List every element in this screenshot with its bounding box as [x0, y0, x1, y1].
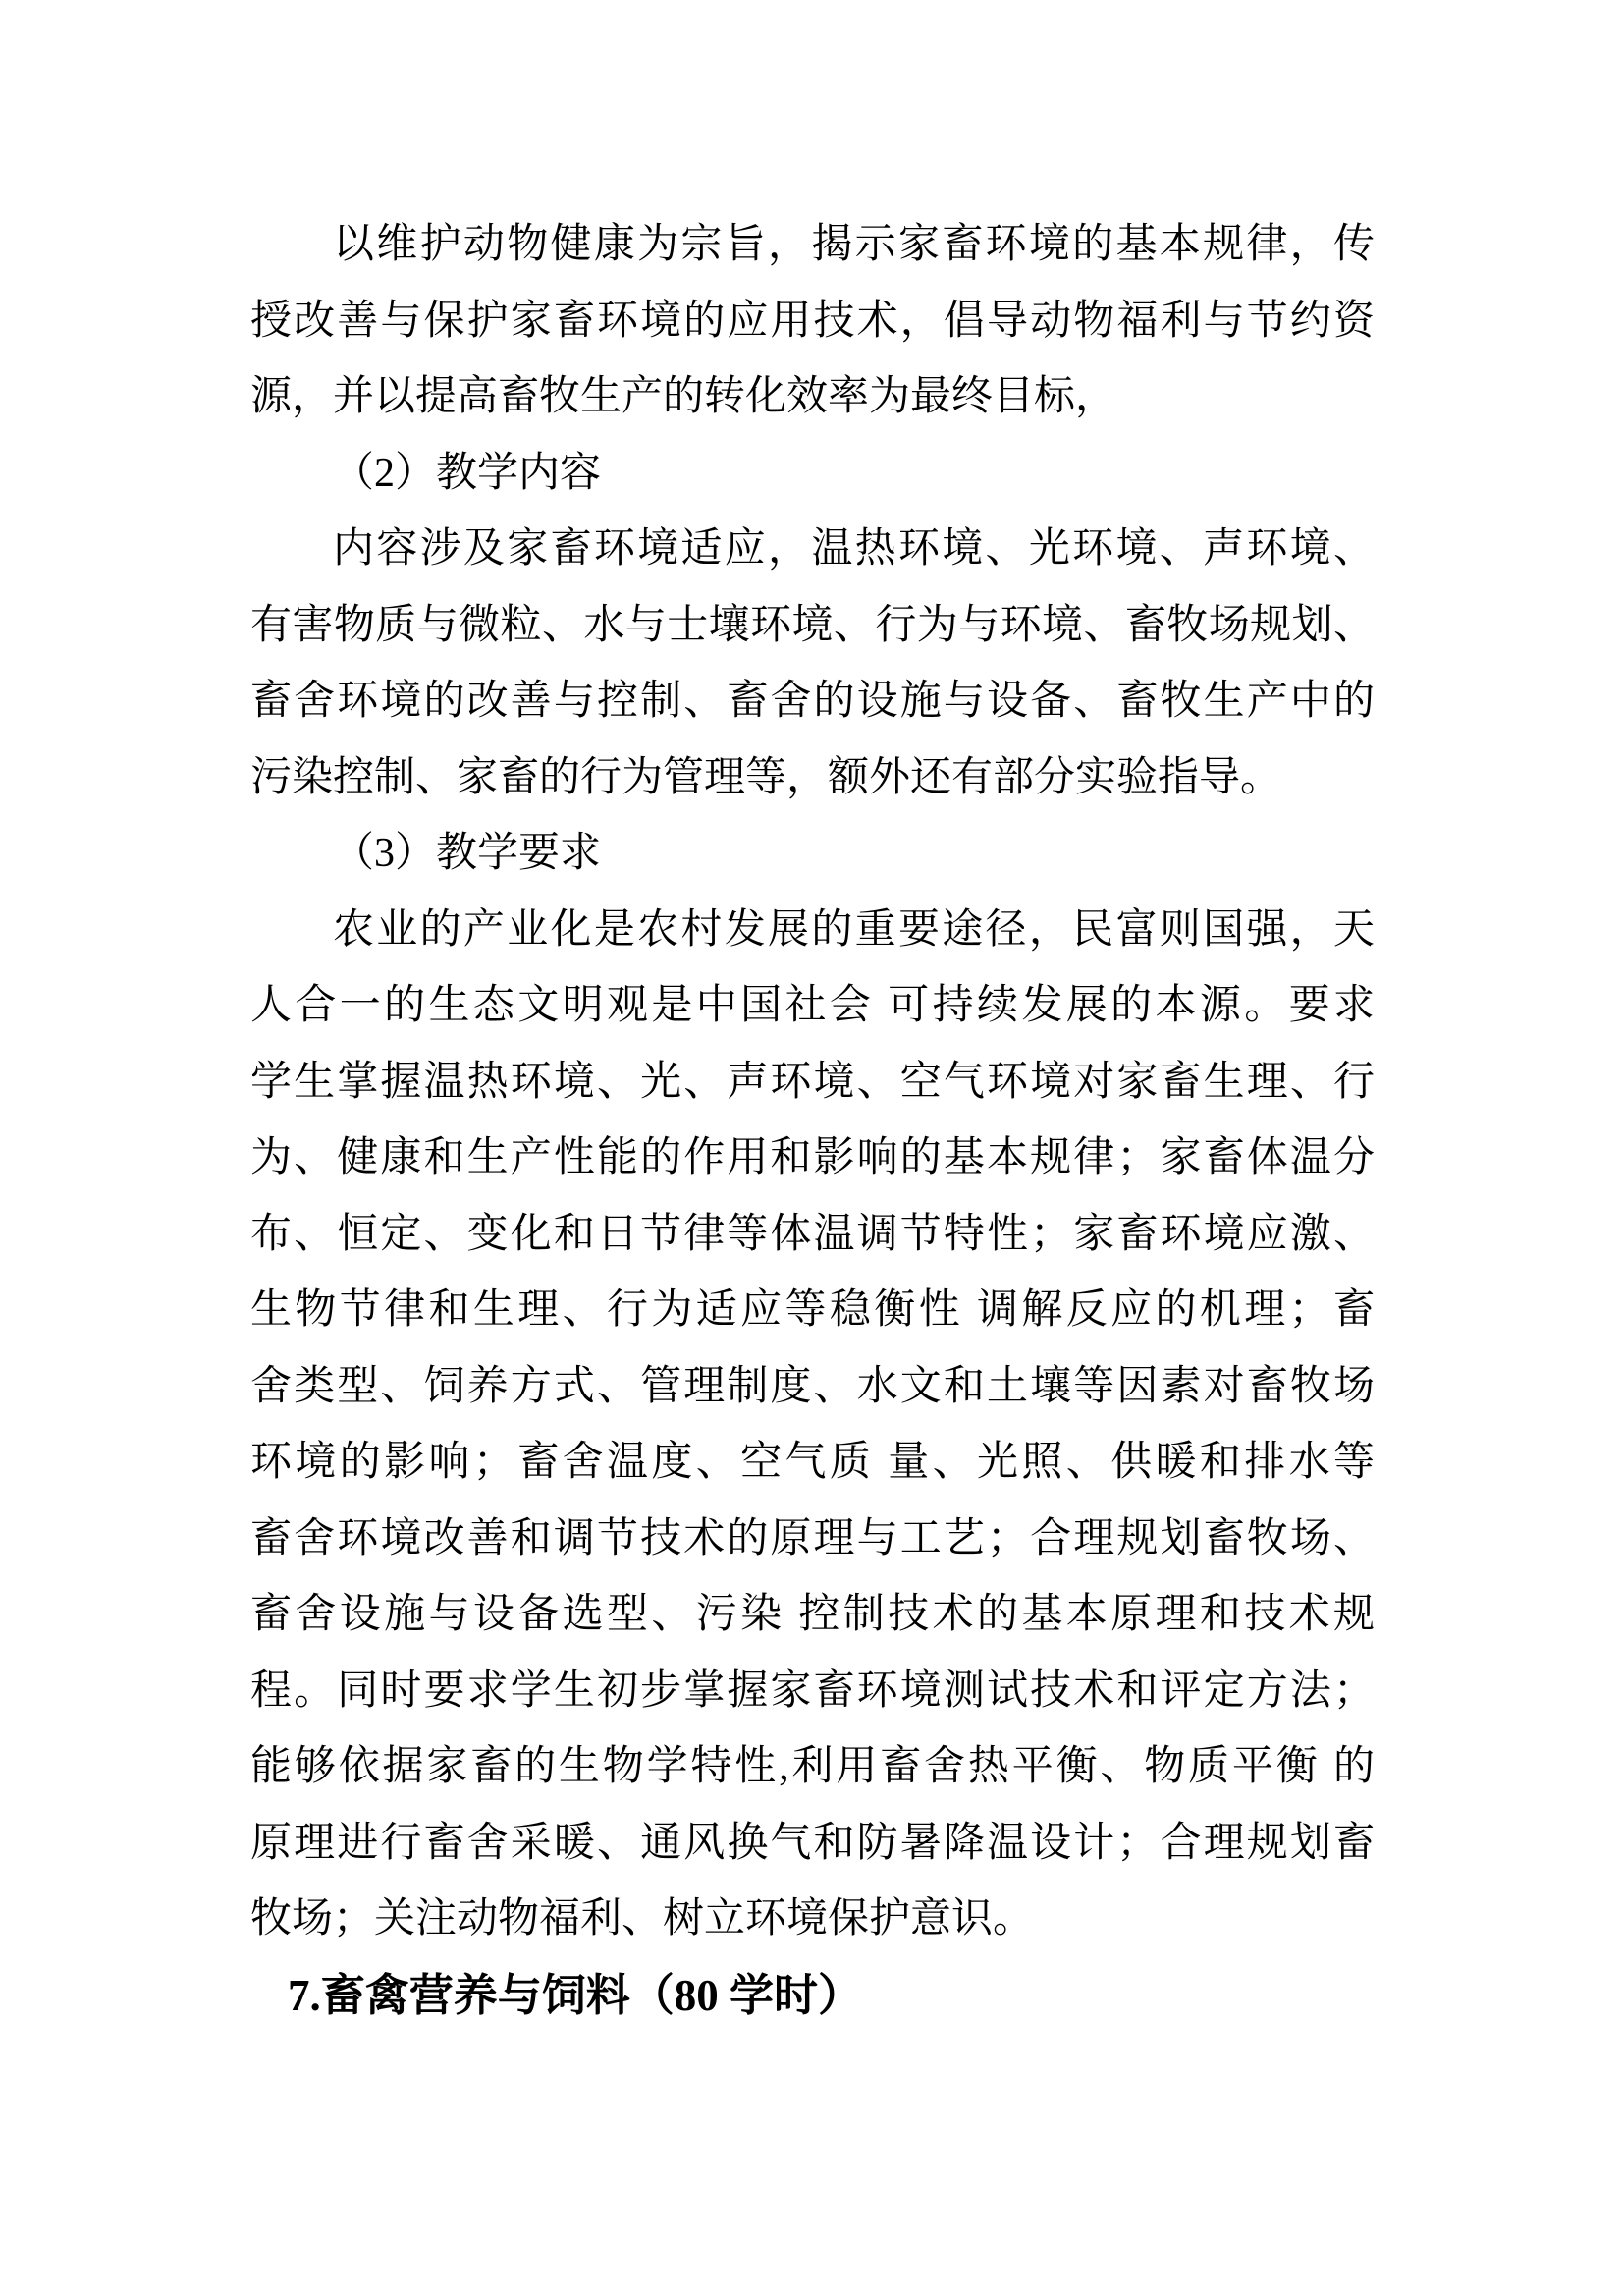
teaching-content-paragraph: [250, 512, 1375, 816]
text-line: 农业的产业化是农村发展的重要途径，民富则国强，天: [333, 906, 1375, 953]
text-line: 畜舍设施与设备选型、污染 控制技术的基本原理和技术规: [250, 1592, 1375, 1637]
teaching-requirements-paragraph: [250, 893, 1375, 1958]
course-aim-paragraph: [250, 207, 1375, 436]
text-line: （3）教学要求: [333, 831, 602, 876]
text-line: 畜舍环境改善和调节技术的原理与工艺；合理规划畜牧场、: [250, 1515, 1375, 1561]
text-line: 环境的影响；畜舍温度、空气质 量、光照、供暖和排水等: [250, 1440, 1375, 1485]
section-2-heading: [250, 436, 1375, 513]
text-line: 学生掌握温热环境、光、声环境、空气环境对家畜生理、行: [250, 1059, 1375, 1105]
text-line: 生物节律和生理、行为适应等稳衡性 调解反应的机理；畜: [250, 1287, 1375, 1333]
text-line: 源，并以提高畜牧生产的转化效率为最终目标，: [250, 374, 1117, 419]
text-line: 布、恒定、变化和日节律等体温调节特性；家畜环境应激、: [250, 1211, 1375, 1257]
section-3-heading: [250, 816, 1375, 893]
text-line: 污染控制、家畜的行为管理等，额外还有部分实验指导。: [250, 754, 1282, 800]
text-line: 以维护动物健康为宗旨，揭示家畜环境的基本规律，传: [333, 222, 1375, 267]
text-line: 授改善与保护家畜环境的应用技术，倡导动物福利与节约资: [250, 298, 1375, 344]
course-7-heading: [250, 1958, 1375, 2035]
text-line: 能够依据家畜的生物学特性,利用畜舍热平衡、物质平衡 的: [250, 1744, 1375, 1789]
text-line: 牧场；关注动物福利、树立环境保护意识。: [250, 1896, 1035, 1941]
text-line: 畜舍环境的改善与控制、畜舍的设施与设备、畜牧生产中的: [250, 679, 1375, 724]
text-line: 程。同时要求学生初步掌握家畜环境测试技术和评定方法；: [250, 1667, 1375, 1714]
text-line: （2）教学内容: [333, 450, 602, 496]
text-line: 7.畜禽营养与饲料（80 学时）: [288, 1970, 863, 2020]
text-line: 为、健康和生产性能的作用和影响的基本规律；家畜体温分: [250, 1135, 1375, 1180]
text-line: 有害物质与微粒、水与士壤环境、行为与环境、畜牧场规划、: [250, 602, 1375, 648]
text-line: 原理进行畜舍采暖、通风换气和防暑降温设计；合理规划畜: [250, 1820, 1375, 1866]
text-line: 人合一的生态文明观是中国社会 可持续发展的本源。要求: [250, 983, 1375, 1028]
document-body: [250, 207, 1375, 2034]
text-line: 舍类型、饲养方式、管理制度、水文和土壤等因素对畜牧场: [250, 1363, 1375, 1409]
text-line: 内容涉及家畜环境适应，温热环境、光环境、声环境、: [333, 526, 1375, 572]
